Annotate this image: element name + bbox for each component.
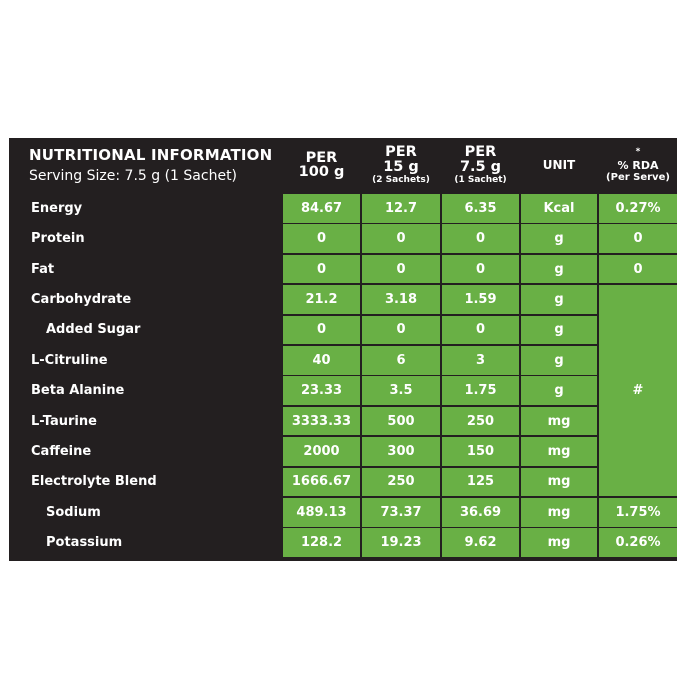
cell-p15: 0 <box>362 316 440 345</box>
cell-p75: 125 <box>442 468 519 497</box>
cell-rda: 0 <box>599 224 677 253</box>
table-title-cell <box>9 138 281 192</box>
cell-unit: Kcal <box>521 194 597 223</box>
cell-p15: 0 <box>362 224 440 253</box>
cell-rda: 0.26% <box>599 528 677 557</box>
cell-unit: mg <box>521 407 597 436</box>
serving-size: Serving Size: 7.5 g (1 Sachet) <box>29 168 238 184</box>
cell-unit: mg <box>521 498 597 527</box>
cell-unit: g <box>521 255 597 284</box>
cell-unit: mg <box>521 437 597 466</box>
col-header-per-15g: PER 15 g (2 Sachets) <box>362 138 440 192</box>
row-label: Added Sugar <box>9 316 281 345</box>
cell-p75: 0 <box>442 255 519 284</box>
table-title: NUTRITIONAL INFORMATION <box>29 146 273 164</box>
col-header-unit: UNIT <box>521 138 597 192</box>
cell-p15: 73.37 <box>362 498 440 527</box>
cell-p75: 36.69 <box>442 498 519 527</box>
cell-rda: 0.27% <box>599 194 677 223</box>
cell-p100: 0 <box>283 224 360 253</box>
cell-p100: 3333.33 <box>283 407 360 436</box>
row-label: Caffeine <box>9 437 281 466</box>
cell-p15: 0 <box>362 255 440 284</box>
col-header-rda: * % RDA (Per Serve) <box>599 138 677 192</box>
cell-p15: 6 <box>362 346 440 375</box>
cell-p75: 0 <box>442 316 519 345</box>
nutrition-table <box>9 138 677 561</box>
cell-p100: 40 <box>283 346 360 375</box>
col-header-per-7-5g: PER 7.5 g (1 Sachet) <box>442 138 519 192</box>
row-label: Energy <box>9 194 281 223</box>
cell-unit: g <box>521 316 597 345</box>
cell-p100: 2000 <box>283 437 360 466</box>
cell-p100: 1666.67 <box>283 468 360 497</box>
row-label: Fat <box>9 255 281 284</box>
row-label: Beta Alanine <box>9 376 281 405</box>
cell-rda-merged: # <box>599 285 677 496</box>
cell-p75: 3 <box>442 346 519 375</box>
cell-p15: 250 <box>362 468 440 497</box>
cell-unit: g <box>521 224 597 253</box>
cell-p75: 0 <box>442 224 519 253</box>
row-label: Electrolyte Blend <box>9 468 281 497</box>
cell-p75: 1.59 <box>442 285 519 314</box>
cell-unit: mg <box>521 468 597 497</box>
cell-p15: 19.23 <box>362 528 440 557</box>
row-label: Potassium <box>9 528 281 557</box>
cell-p75: 150 <box>442 437 519 466</box>
cell-rda: 0 <box>599 255 677 284</box>
col-header-per-100g: PER 100 g <box>283 138 360 192</box>
cell-p100: 84.67 <box>283 194 360 223</box>
cell-p75: 9.62 <box>442 528 519 557</box>
cell-p75: 250 <box>442 407 519 436</box>
cell-p75: 6.35 <box>442 194 519 223</box>
cell-p15: 12.7 <box>362 194 440 223</box>
cell-p100: 0 <box>283 316 360 345</box>
cell-p15: 300 <box>362 437 440 466</box>
cell-p15: 3.18 <box>362 285 440 314</box>
cell-unit: g <box>521 285 597 314</box>
row-label: Sodium <box>9 498 281 527</box>
cell-p75: 1.75 <box>442 376 519 405</box>
cell-p15: 500 <box>362 407 440 436</box>
cell-p100: 0 <box>283 255 360 284</box>
cell-rda: 1.75% <box>599 498 677 527</box>
row-label: L-Taurine <box>9 407 281 436</box>
cell-unit: mg <box>521 528 597 557</box>
row-label: Protein <box>9 224 281 253</box>
cell-p100: 23.33 <box>283 376 360 405</box>
row-label: Carbohydrate <box>9 285 281 314</box>
cell-p100: 489.13 <box>283 498 360 527</box>
cell-p100: 128.2 <box>283 528 360 557</box>
cell-unit: g <box>521 376 597 405</box>
cell-p15: 3.5 <box>362 376 440 405</box>
cell-p100: 21.2 <box>283 285 360 314</box>
cell-unit: g <box>521 346 597 375</box>
row-label: L-Citruline <box>9 346 281 375</box>
